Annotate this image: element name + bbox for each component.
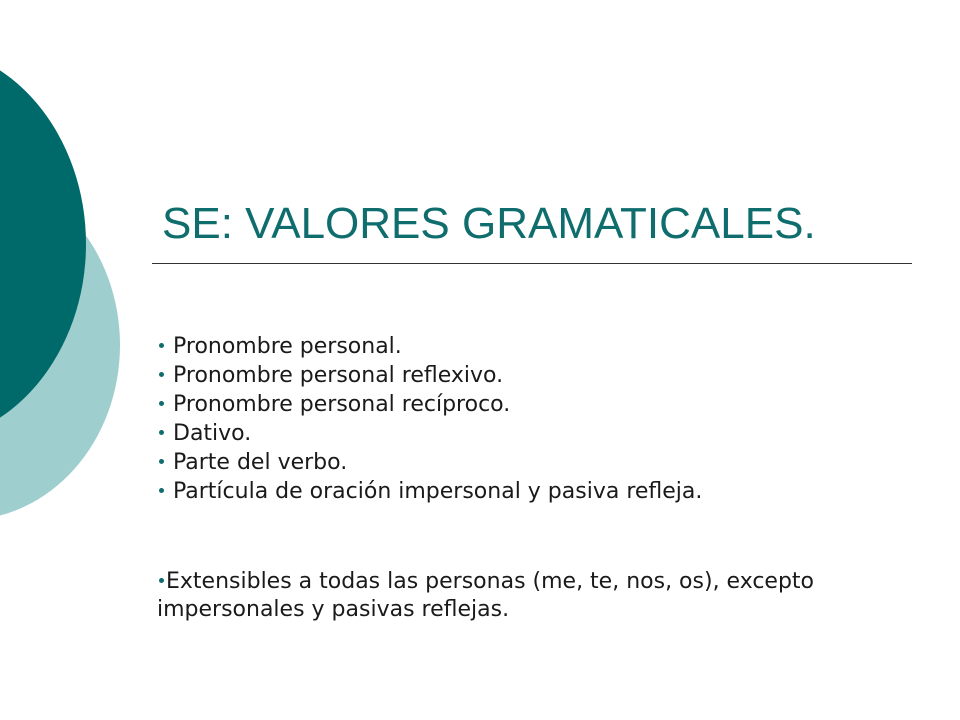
bullet-dot-icon — [159, 430, 164, 435]
bullet-dot-icon — [159, 578, 164, 583]
list-item — [157, 390, 702, 419]
list-item — [157, 419, 702, 448]
summary-note-text: Extensibles a todas las personas (me, te, nos, os), excepto impersonales y pasivas reflejas. — [157, 569, 815, 622]
list-item — [157, 448, 702, 477]
list-item-text: Partícula de oración impersonal y pasiva refleja. — [173, 479, 703, 504]
bullet-list — [157, 332, 702, 506]
list-item-text: Dativo. — [173, 421, 252, 446]
bullet-dot-icon — [159, 488, 164, 493]
bullet-dot-icon — [159, 343, 164, 348]
list-item-text: Parte del verbo. — [173, 450, 348, 475]
bullet-dot-icon — [159, 401, 164, 406]
list-item-text: Pronombre personal recíproco. — [173, 392, 511, 417]
list-item — [157, 361, 702, 390]
bullet-dot-icon — [159, 372, 164, 377]
list-item-text: Pronombre personal reflexivo. — [173, 363, 504, 388]
bullet-dot-icon — [159, 459, 164, 464]
slide-title: SE: VALORES GRAMATICALES. — [162, 199, 816, 248]
list-item-text: Pronombre personal. — [173, 334, 402, 359]
title-underline — [152, 263, 912, 264]
list-item — [157, 477, 702, 506]
list-item — [157, 332, 702, 361]
summary-note — [157, 568, 917, 624]
